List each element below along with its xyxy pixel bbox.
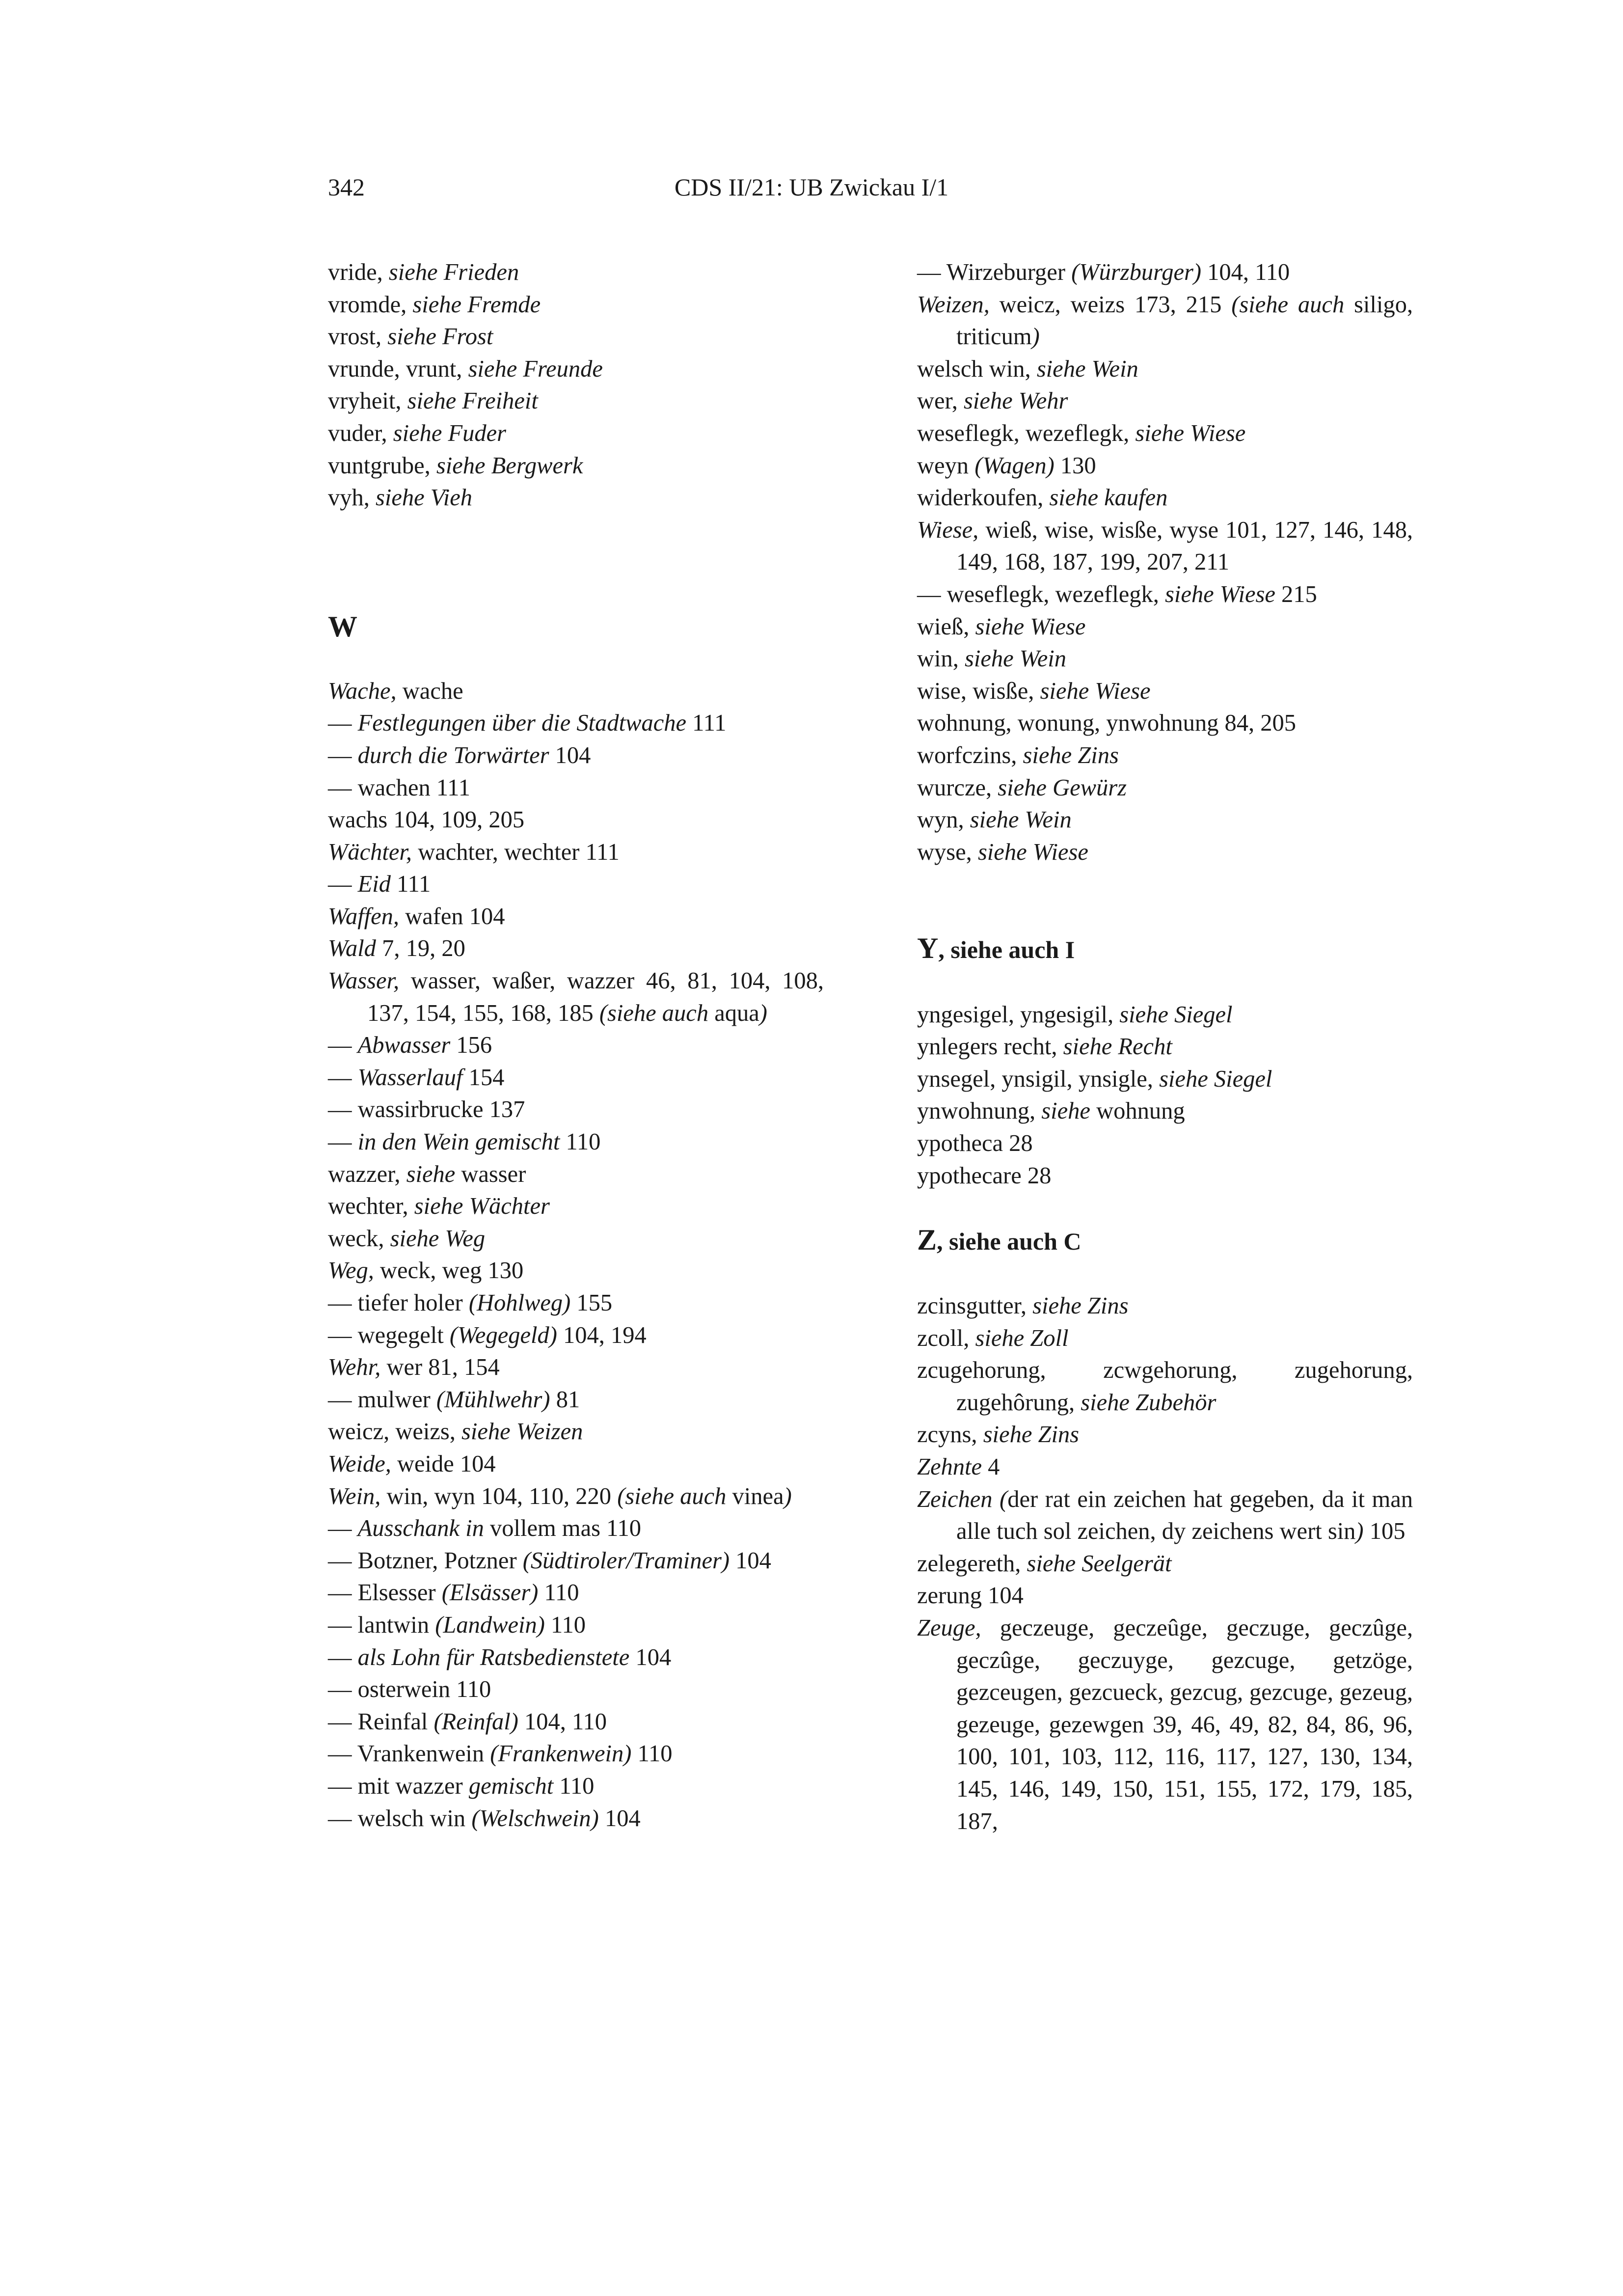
index-entry [917, 836, 1413, 869]
page-header [328, 173, 1295, 207]
entry-italic-text: siehe Wiese [977, 839, 1088, 865]
index-entry [328, 450, 824, 482]
index-entry [917, 1031, 1413, 1063]
entry-text: aqua [708, 1000, 759, 1026]
index-entry [328, 353, 824, 385]
spacer [328, 578, 824, 611]
index-entry [328, 804, 824, 836]
index-entry [328, 1319, 824, 1352]
entry-italic-text: (Frankenwein) [490, 1741, 632, 1767]
index-entry [917, 578, 1413, 611]
index-entry [917, 675, 1413, 708]
entry-italic-text: (siehe auch [599, 1000, 709, 1026]
index-entry [328, 1480, 824, 1513]
index-entry [328, 1190, 824, 1223]
entry-text: — [328, 710, 358, 737]
entry-text: 130 [1054, 452, 1096, 479]
index-entry [917, 1160, 1413, 1192]
index-entry [917, 1095, 1413, 1127]
entry-text: zcugehorung, zcwgehorung, zugehorung, zugehôrung, [917, 1357, 1413, 1416]
index-entry [917, 482, 1413, 514]
entry-italic-text: siehe [1041, 1098, 1090, 1124]
entry-italic-text: (Reinfal) [433, 1708, 518, 1735]
entry-italic-text: (Elsässer) [441, 1580, 539, 1606]
entry-text: 104 [730, 1547, 771, 1574]
entry-italic-text: siehe Fremde [412, 291, 541, 318]
entry-italic-text: (siehe auch [617, 1483, 727, 1509]
index-entry [917, 643, 1413, 675]
entry-text: weicz, weizs 173, 215 [989, 291, 1232, 318]
index-entry [328, 1416, 824, 1448]
spacer [328, 546, 824, 578]
index-entry [917, 1483, 1413, 1548]
entry-italic-text: siehe Wächter [414, 1193, 550, 1220]
index-entry [328, 1126, 824, 1158]
index-entry [917, 289, 1413, 353]
index-entry [328, 739, 824, 772]
index-entry [917, 1322, 1413, 1355]
entry-italic-text: siehe Frost [387, 324, 493, 350]
entry-text: 7, 19, 20 [376, 935, 465, 962]
section-heading [328, 611, 824, 643]
entry-text: 110 [538, 1580, 579, 1606]
entry-italic-text: (siehe auch [1231, 291, 1345, 318]
section-letter: Z [917, 1223, 937, 1256]
section-letter: Y [917, 932, 939, 965]
entry-text: wise, wisße, [917, 678, 1040, 704]
entry-italic-text: siehe kaufen [1049, 485, 1168, 511]
entry-text: vuder, [328, 420, 393, 446]
index-entry [917, 1063, 1413, 1095]
entry-text: ypothecare 28 [917, 1162, 1052, 1189]
entry-italic-text: Weizen, [917, 291, 990, 318]
index-entry [328, 707, 824, 739]
entry-text: 104 [549, 742, 591, 768]
index-entry [328, 1351, 824, 1384]
entry-text: wer 81, 154 [380, 1354, 500, 1381]
index-entry [917, 1548, 1413, 1580]
entry-text: — [328, 742, 358, 768]
index-entry [917, 1580, 1413, 1612]
entry-italic-text: siehe Seelgerät [1027, 1550, 1172, 1577]
spacer [917, 868, 1413, 901]
entry-italic-text: durch die Torwärter [357, 742, 549, 768]
entry-text: — [328, 1129, 358, 1155]
index-entry [328, 836, 824, 869]
entry-italic-text: ) [759, 1000, 767, 1026]
index-entry [328, 1287, 824, 1319]
entry-text: wurcze, [917, 774, 998, 801]
entry-text: wasser [455, 1161, 526, 1187]
entry-text: 4 [982, 1453, 1000, 1480]
entry-italic-text: siehe Freunde [468, 355, 603, 382]
index-entry [328, 385, 824, 417]
entry-text: ynlegers recht, [917, 1034, 1063, 1060]
index-column-left [328, 256, 824, 1834]
entry-italic-text: (Mühlwehr) [436, 1386, 550, 1413]
entry-text: yngesigel, yngesigil, [917, 1001, 1120, 1028]
index-entry [328, 868, 824, 901]
entry-text: — [328, 1032, 358, 1059]
index-entry [917, 514, 1413, 578]
index-entry [328, 482, 824, 514]
spacer [328, 514, 824, 547]
entry-italic-text: siehe Wiese [1040, 678, 1151, 704]
section-heading [917, 1224, 1413, 1258]
index-entry [917, 1354, 1413, 1419]
entry-text: wyn, [917, 807, 970, 833]
index-entry [328, 1384, 824, 1416]
index-entry [328, 1738, 824, 1770]
entry-text: wachter, wechter 111 [412, 839, 620, 865]
index-entry [917, 1290, 1413, 1322]
index-entry [328, 1223, 824, 1255]
entry-italic-text: siehe Siegel [1159, 1066, 1272, 1092]
entry-text: vinea [726, 1483, 784, 1509]
index-entry [917, 1612, 1413, 1837]
entry-text: weide 104 [391, 1450, 496, 1477]
entry-text: — Reinfal [328, 1708, 434, 1735]
entry-text: vyh, [328, 485, 376, 511]
index-entry [328, 675, 824, 708]
entry-text: vollem mas 110 [484, 1515, 642, 1542]
entry-text: zerung 104 [917, 1583, 1024, 1609]
entry-italic-text: siehe Bergwerk [436, 452, 583, 479]
entry-text: geczeuge, geczeûge, geczuge, geczûge, geczûge, geczuyge, gezcuge, getzöge, gezceugen, gezcueck, gezcug, gezcuge, gezeug, gezeuge, gezewgen 39, 46, 49, 82, 84, 86, 96, 100, 101, 103, 112, 116, 117, 127, 130, 134, 145, 146, 149, 150, 151, 155, 172, 179, 185, 187, [956, 1614, 1413, 1834]
entry-text: — wachen 111 [328, 774, 471, 801]
entry-italic-text: Wasser, [328, 968, 400, 994]
entry-text: wachs 104, 109, 205 [328, 807, 525, 833]
entry-text: der rat ein zeichen hat gegeben, da it man alle tuch sol zeichen, dy zeichens wert sin [956, 1486, 1413, 1545]
entry-text: zcinsgutter, [917, 1293, 1033, 1319]
index-entry [328, 932, 824, 965]
spacer [917, 1257, 1413, 1290]
entry-italic-text: (Wegegeld) [449, 1322, 557, 1348]
entry-text: — [328, 1644, 358, 1670]
entry-text: wieß, wise, wisße, wyse 101, 127, 146, 148, 149, 168, 187, 199, 207, 211 [956, 517, 1413, 575]
entry-text: 104, 110 [1201, 259, 1290, 285]
index-entry [917, 385, 1413, 417]
entry-italic-text: ) [1031, 324, 1040, 350]
entry-italic-text: siehe Zoll [975, 1325, 1069, 1351]
entry-italic-text: siehe Zins [983, 1421, 1080, 1448]
entry-text: 155 [570, 1290, 613, 1316]
entry-text: 104, 194 [557, 1322, 647, 1348]
entry-text: — weseflegk, wezeflegk, [917, 581, 1165, 607]
page-number: 342 [328, 173, 365, 201]
entry-italic-text: siehe Frieden [388, 259, 519, 285]
section-cross-reference: , siehe auch C [937, 1227, 1082, 1255]
index-entry [328, 1770, 824, 1803]
entry-italic-text: Wache, [328, 678, 397, 704]
entry-italic-text: Festlegungen über die Stadtwache [357, 710, 687, 737]
entry-italic-text: (Würzburger) [1071, 259, 1202, 285]
entry-text: 111 [686, 710, 727, 737]
entry-text: — Vrankenwein [328, 1741, 490, 1767]
index-entry [328, 1255, 824, 1287]
entry-text: 215 [1275, 581, 1317, 607]
index-entry [917, 1127, 1413, 1160]
entry-italic-text: Eid [357, 871, 391, 898]
entry-text: 104, 110 [518, 1708, 607, 1735]
entry-italic-text: Wein, [328, 1483, 381, 1509]
entry-italic-text: (Hohlweg) [468, 1290, 571, 1316]
index-entry [328, 1093, 824, 1126]
index-entry [328, 965, 824, 1029]
index-entry [328, 901, 824, 933]
index-entry [917, 1419, 1413, 1451]
entry-text: — wassirbrucke 137 [328, 1096, 525, 1123]
entry-text: vromde, [328, 291, 413, 318]
entry-italic-text: siehe Recht [1063, 1034, 1172, 1060]
entry-italic-text: ) [1355, 1518, 1364, 1545]
index-entry [328, 417, 824, 450]
entry-text: — Botzner, Potzner [328, 1547, 523, 1574]
entry-italic-text: siehe Wiese [1165, 581, 1275, 607]
entry-italic-text: (Südtiroler/Traminer) [522, 1547, 730, 1574]
entry-text: ynwohnung, [917, 1098, 1042, 1124]
entry-text: vuntgrube, [328, 452, 436, 479]
entry-text: win, wyn 104, 110, 220 [380, 1483, 618, 1509]
entry-text: 110 [544, 1612, 586, 1638]
entry-text: 111 [390, 871, 431, 898]
entry-italic-text: siehe [406, 1161, 456, 1187]
entry-italic-text: Zehnte [917, 1453, 982, 1480]
entry-text: — mit wazzer [328, 1773, 469, 1799]
entry-text: 105 [1363, 1518, 1406, 1545]
entry-text: — tiefer holer [328, 1290, 469, 1316]
entry-italic-text: siehe Siegel [1119, 1001, 1233, 1028]
entry-text: — lantwin [328, 1612, 435, 1638]
index-column-right [917, 256, 1413, 1837]
entry-italic-text: siehe Wiese [1135, 420, 1246, 446]
entry-italic-text: (Wagen) [974, 452, 1055, 479]
entry-text: 110 [553, 1773, 595, 1799]
entry-text: wafen 104 [399, 903, 505, 929]
entry-text: weck, [328, 1225, 390, 1252]
section-letter: W [328, 610, 357, 643]
entry-text: 110 [560, 1129, 601, 1155]
index-entry [917, 739, 1413, 772]
entry-text: — welsch win [328, 1805, 472, 1831]
index-entry [328, 1029, 824, 1062]
entry-text: — [328, 1064, 358, 1091]
entry-text: — mulwer [328, 1386, 436, 1413]
entry-text: wasser, waßer, wazzer 46, 81, 104, 108, 137, 154, 155, 168, 185 [367, 968, 824, 1026]
entry-italic-text: Ausschank in [357, 1515, 484, 1542]
index-entry [328, 1803, 824, 1835]
entry-italic-text: in den Wein gemischt [357, 1129, 560, 1155]
index-entry [328, 1706, 824, 1738]
entry-italic-text: (Landwein) [435, 1612, 545, 1638]
entry-italic-text: siehe Wein [965, 646, 1066, 672]
entry-text: 104 [629, 1644, 672, 1670]
entry-text: 104 [598, 1805, 641, 1831]
entry-text: wohnung, wonung, ynwohnung 84, 205 [917, 710, 1296, 737]
entry-text: wazzer, [328, 1161, 406, 1187]
index-entry [328, 256, 824, 289]
entry-italic-text: (Welschwein) [471, 1805, 599, 1831]
index-entry [328, 1545, 824, 1577]
entry-text: zelegereth, [917, 1550, 1027, 1577]
entry-text: weicz, weizs, [328, 1419, 462, 1445]
entry-italic-text: siehe Weg [390, 1225, 486, 1252]
entry-text: win, [917, 646, 965, 672]
entry-text: welsch win, [917, 355, 1037, 382]
entry-italic-text: Weg, [328, 1257, 374, 1284]
entry-italic-text: siehe Wein [970, 807, 1072, 833]
index-entry [328, 1609, 824, 1641]
section-heading [917, 932, 1413, 966]
entry-text: — [328, 871, 358, 898]
entry-text: weck, weg 130 [374, 1257, 524, 1284]
index-entry [917, 1451, 1413, 1483]
entry-text: wyse, [917, 839, 978, 865]
entry-text: wechter, [328, 1193, 414, 1220]
index-entry [917, 804, 1413, 836]
index-entry [917, 707, 1413, 739]
entry-italic-text: Wiese, [917, 517, 979, 543]
entry-italic-text: Wald [328, 935, 376, 962]
entry-italic-text: siehe Weizen [461, 1419, 583, 1445]
index-entry [328, 1673, 824, 1706]
entry-text: zcyns, [917, 1421, 983, 1448]
entry-italic-text: Weide, [328, 1450, 391, 1477]
entry-text: — Wirzeburger [917, 259, 1072, 285]
entry-text: vryheit, [328, 388, 407, 414]
entry-italic-text: gemischt [468, 1773, 554, 1799]
entry-text: vride, [328, 259, 389, 285]
index-entry [917, 256, 1413, 289]
entry-text: — [328, 1515, 358, 1542]
entry-text: 81 [550, 1386, 580, 1413]
entry-text: weyn [917, 452, 975, 479]
entry-italic-text: Zeichen ( [917, 1486, 1008, 1512]
index-entry [328, 321, 824, 353]
spacer [328, 643, 824, 675]
entry-italic-text: Wasserlauf [357, 1064, 463, 1091]
index-entry [328, 1641, 824, 1674]
entry-text: widerkoufen, [917, 485, 1050, 511]
entry-italic-text: siehe Wiese [975, 613, 1086, 640]
entry-italic-text: siehe Wein [1036, 355, 1138, 382]
index-entry [917, 417, 1413, 450]
index-entry [328, 772, 824, 804]
entry-italic-text: Wehr, [328, 1354, 381, 1381]
entry-italic-text: Zeuge, [917, 1614, 981, 1641]
running-title: CDS II/21: UB Zwickau I/1 [674, 173, 949, 201]
entry-text: 154 [462, 1064, 505, 1091]
entry-italic-text: siehe Fuder [393, 420, 507, 446]
entry-italic-text: siehe Freiheit [407, 388, 538, 414]
entry-text: worfczins, [917, 742, 1023, 768]
entry-italic-text: siehe Zubehör [1081, 1389, 1217, 1416]
entry-text: wache [396, 678, 463, 704]
entry-text: 156 [450, 1032, 492, 1059]
entry-text: weseflegk, wezeflegk, [917, 420, 1136, 446]
entry-italic-text: siehe Vieh [376, 485, 473, 511]
entry-text: wer, [917, 388, 964, 414]
entry-italic-text: Abwasser [357, 1032, 451, 1059]
index-entry [917, 611, 1413, 643]
entry-text: — wegegelt [328, 1322, 450, 1348]
entry-text: vrost, [328, 324, 388, 350]
index-entry [917, 772, 1413, 804]
entry-italic-text: siehe Gewürz [998, 774, 1127, 801]
spacer [917, 901, 1413, 933]
entry-text: ynsegel, ynsigil, ynsigle, [917, 1066, 1160, 1092]
index-entry [917, 450, 1413, 482]
entry-text: — Elsesser [328, 1580, 442, 1606]
entry-text: 110 [631, 1741, 673, 1767]
spacer [917, 966, 1413, 999]
entry-italic-text: als Lohn für Ratsbedienstete [357, 1644, 630, 1670]
index-entry [328, 289, 824, 321]
entry-italic-text: Wächter, [328, 839, 412, 865]
index-entry [328, 1062, 824, 1094]
entry-text: wieß, [917, 613, 975, 640]
index-entry [917, 353, 1413, 385]
entry-text: vrunde, vrunt, [328, 355, 468, 382]
entry-text: ypotheca 28 [917, 1130, 1033, 1157]
index-entry [328, 1158, 824, 1191]
entry-text: wohnung [1090, 1098, 1185, 1124]
spacer [917, 1192, 1413, 1224]
entry-text: zcoll, [917, 1325, 975, 1351]
entry-italic-text: Waffen, [328, 903, 400, 929]
entry-text: — osterwein 110 [328, 1676, 491, 1703]
entry-italic-text: siehe Zins [1023, 742, 1119, 768]
index-entry [328, 1512, 824, 1545]
entry-italic-text: ) [784, 1483, 792, 1509]
index-entry [328, 1448, 824, 1480]
entry-italic-text: siehe Zins [1032, 1293, 1129, 1319]
index-entry [917, 999, 1413, 1031]
entry-text: siligo, triticum [956, 291, 1413, 350]
section-cross-reference: , siehe auch I [938, 936, 1075, 964]
index-entry [328, 1577, 824, 1609]
entry-italic-text: siehe Wehr [964, 388, 1068, 414]
